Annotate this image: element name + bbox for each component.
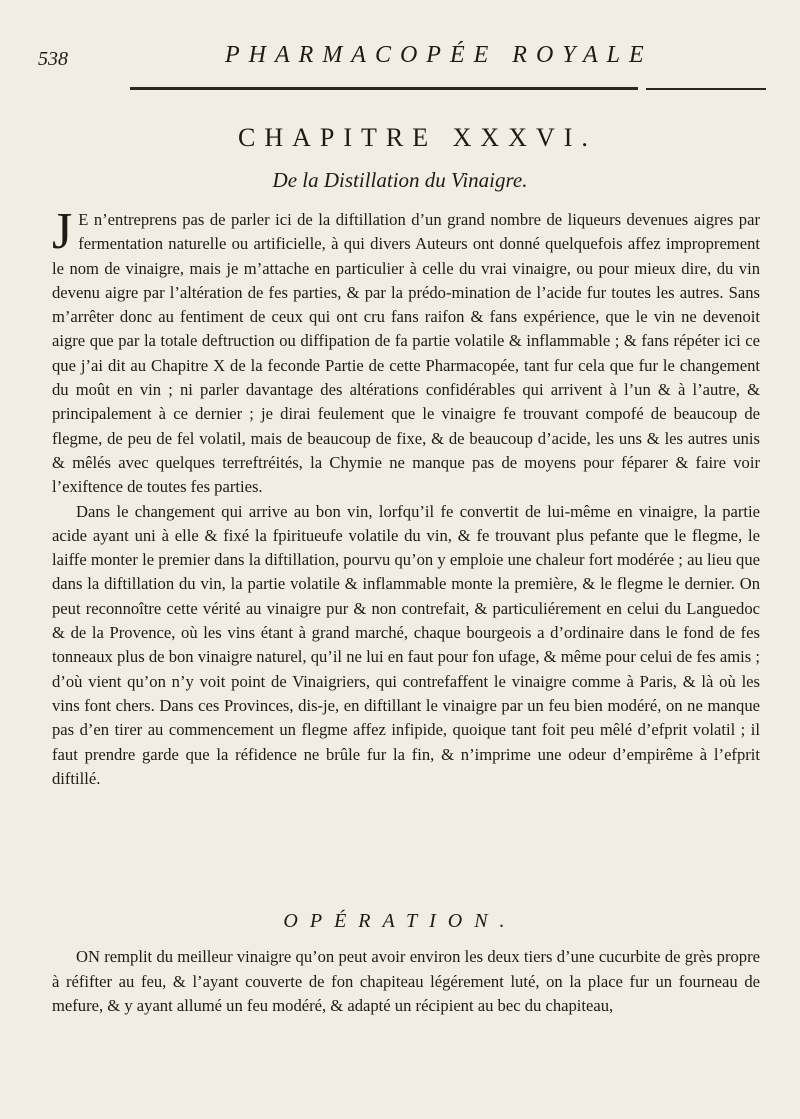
- paragraph-1: JE n’entreprens pas de parler ici de la diftillation d’un grand nombre de liqueurs devenues aigres par fermentation naturelle ou artificielle, à qui divers Auteurs ont donné quelquefois affez improprement le nom de vinaigre, mais je m’attache en particulier à celle du vrai vinaigre, ou pour mieux dire, du vin devenu aigre par l’altération de fes parties, & par la prédo-mination de l’acide fur toutes les autres. Sans m’arrêter donc au fentiment de ceux qui ont cru fans raifon & fans expérience, que le vin ne devenoit aigre que par la totale deftruction ou diffipation de fa partie volatile & inflammable ; & fans répéter ici ce que j’ai dit au Chapitre X de la feconde Partie de cette Pharmacopée, tant fur cela que fur le changement du moût en vin ; ni parler davantage des altérations confidérables qui arrivent à l’un & à l’autre, & principalement à ce dernier ; je dirai feulement que le vinaigre fe trouvant compofé de beaucoup de flegme, de peu de fel volatil, mais de beaucoup de fixe, & de beaucoup d’acide, les uns & les autres unis & mêlés avec quelques terreftréités, la Chymie ne manque pas de moyens pour féparer & faire voir l’exiftence de toutes fes parties.: [52, 203, 760, 497]
- paragraph-2: Dans le changement qui arrive au bon vin, lorfqu’il fe convertit de lui-même en vinaigre, la partie acide ayant uni à elle & fixé la fpiritueufe volatile du vin, & fe trouvant plus pefante que le flegme, le laiffe monter le premier dans la diftillation, pourvu qu’on y emploie une chaleur fort modérée ; au lieu que dans la diftillation du vin, la partie volatile & inflammable monte la première, & le flegme le dernier. On peut reconnoître cette vérité au vinaigre pur & non contrefait, & particuliérement en celui du Languedoc & de la Provence, où les vins étant à grand marché, chaque bourgeois a d’ordinaire dans le fond de fes tonneaux plus de bon vinaigre naturel, qu’il ne lui en faut pour fon ufage, & même pour celui de fes amis ; d’où vient qu’on n’y voit point de Vinaigriers, qui contrefaffent le vinaigre comme à Paris, & là où les vins font chers. Dans ces Provinces, dis-je, en diftillant le vinaigre par un feu bien modéré, on ne manque pas d’en tirer au commencement un flegme affez infipide, quoique tant foit peu mêlé d’efprit volatil ; il faut prendre garde que la réfidence ne brûle fur la fin, & n’imprime une odeur d’empirême à l’efprit diftillé.: [52, 501, 760, 788]
- running-head: [0, 40, 800, 70]
- operation-text: [52, 945, 760, 1019]
- header-rule-thick: [130, 87, 638, 90]
- operation-heading: OPÉRATION.: [283, 910, 517, 932]
- chapter-heading: CHAPITRE XXXVI.: [238, 123, 597, 152]
- page-number: 538: [38, 48, 68, 70]
- running-title: PHARMACOPÉE ROYALE: [225, 42, 653, 68]
- chapter-subtitle: De la Distillation du Vinaigre.: [272, 168, 528, 192]
- header-rule: [130, 86, 766, 92]
- operation-paragraph: ON remplit du meilleur vinaigre qu’on peut avoir environ les deux tiers d’une cucurbite de grès propre à réfifter au feu, & l’ayant couverte de fon chapiteau légérement luté, on la place fur un fourneau de mefure, & y ayant allumé un feu modéré, & adapté un récipient au bec du chapiteau,: [52, 947, 760, 1015]
- header-rule-thin: [646, 88, 766, 90]
- main-text: [52, 203, 760, 791]
